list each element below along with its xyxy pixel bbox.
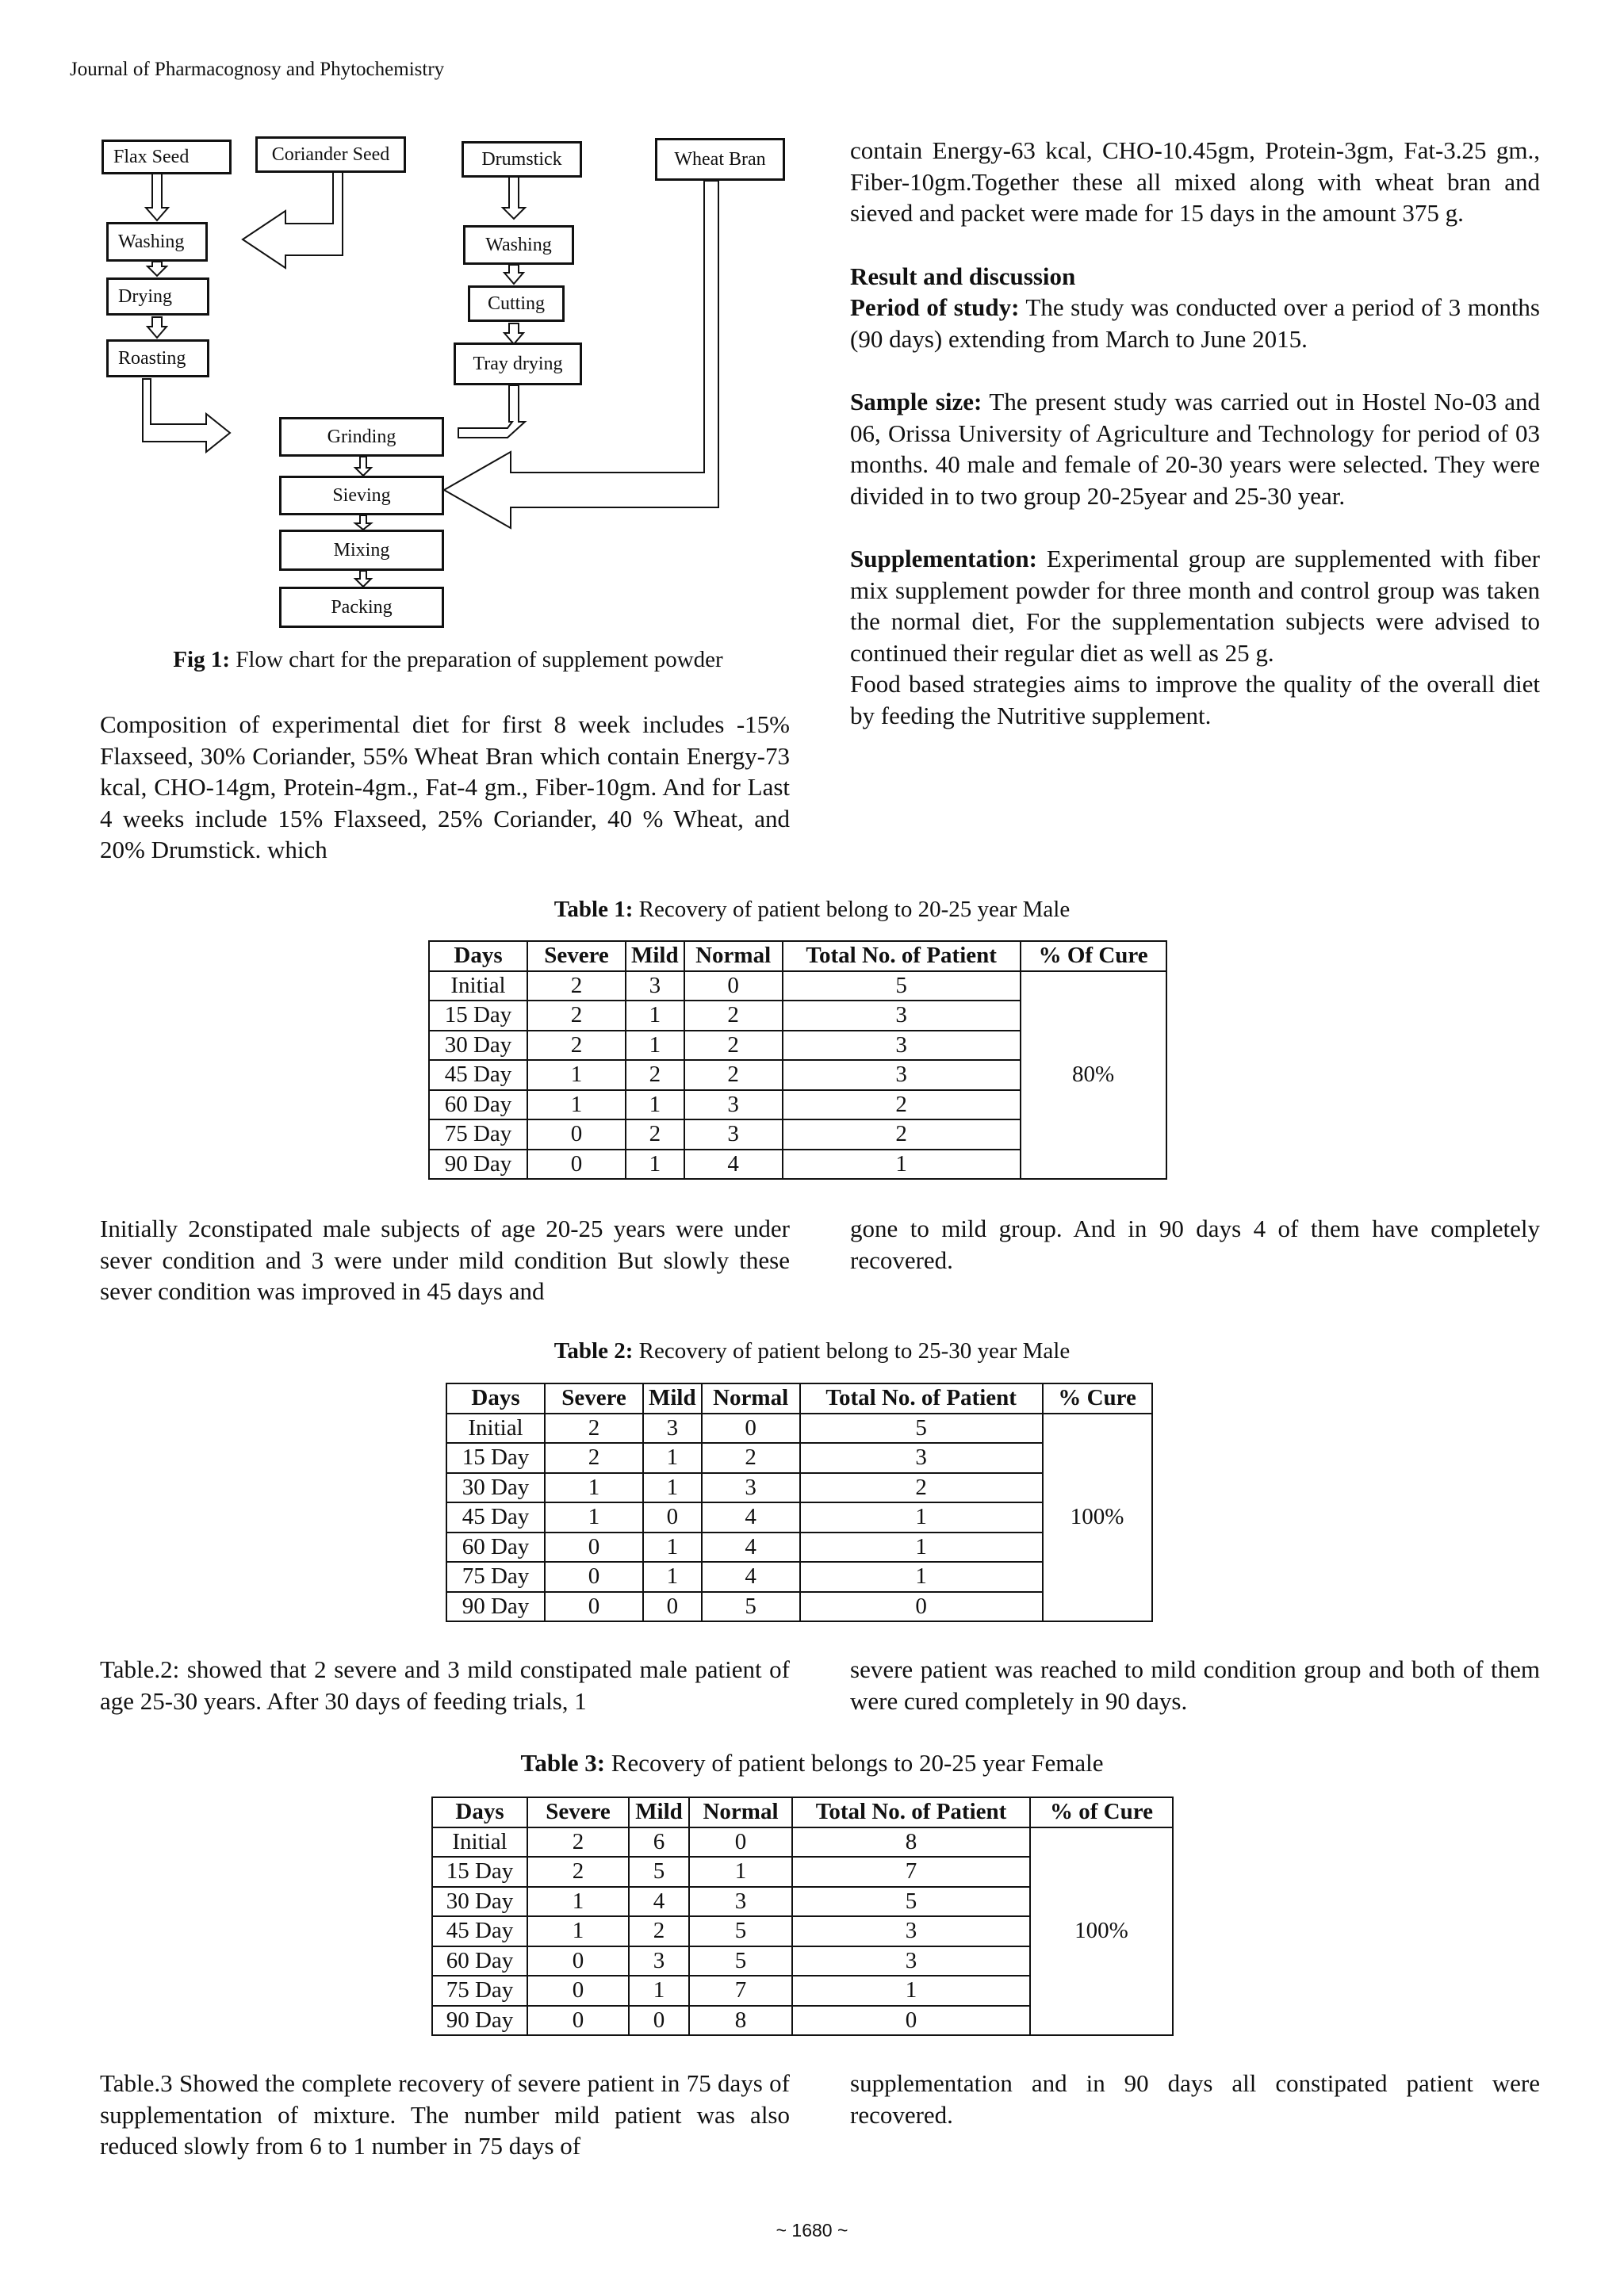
table1-caption-text: Recovery of patient belong to 20-25 year Male (633, 897, 1071, 922)
table3 (431, 1797, 1174, 2036)
table-cell: 2 (545, 1443, 643, 1473)
table-cell: 2 (527, 971, 626, 1001)
table1-caption (0, 897, 1624, 923)
table2-caption (0, 1338, 1624, 1364)
table3-caption (0, 1749, 1624, 1777)
table-cell: 3 (629, 1946, 689, 1976)
table-cell: 2 (684, 1031, 783, 1061)
table-cell: 90 Day (446, 1592, 545, 1622)
table-cell: 4 (702, 1562, 800, 1592)
table-cell: 30 Day (429, 1031, 527, 1061)
flowbox-grinding: Grinding (279, 417, 444, 457)
period-of-study (850, 292, 1540, 354)
para1-right (850, 1213, 1540, 1276)
cure-percentage: 100% (1030, 1827, 1173, 2036)
table-cell: 0 (527, 1119, 626, 1150)
column-header: Days (432, 1797, 527, 1827)
column-header: % of Cure (1030, 1797, 1173, 1827)
table-cell: 45 Day (446, 1502, 545, 1533)
column-header: Normal (702, 1383, 800, 1414)
flowbox-washing-2: Washing (463, 225, 574, 265)
table-cell: 0 (792, 2006, 1030, 2036)
table-cell: 2 (545, 1414, 643, 1444)
table-cell: 3 (792, 1916, 1030, 1946)
para3-left (100, 2068, 790, 2162)
column-header: Total No. of Patient (792, 1797, 1030, 1827)
table-cell: 7 (792, 1857, 1030, 1887)
table-cell: 3 (684, 1119, 783, 1150)
table-cell: Initial (429, 971, 527, 1001)
flowbox-drumstick: Drumstick (462, 141, 582, 178)
table-cell: 0 (527, 2006, 629, 2036)
flowbox-cutting: Cutting (468, 285, 565, 322)
para1-left (100, 1213, 790, 1307)
para3-right-text: supplementation and in 90 days all constipated patient were recovered. (850, 2069, 1540, 2129)
table-row (429, 971, 1166, 1001)
cure-percentage: 100% (1043, 1414, 1152, 1622)
table-header-row (429, 941, 1166, 971)
flowbox-sieving: Sieving (279, 476, 444, 515)
para2-left-text: Table.2: showed that 2 severe and 3 mild constipated male patient of age 25-30 years. After 30 days of feeding trials, 1 (100, 1655, 790, 1715)
sample-label: Sample size: (850, 388, 982, 415)
table-cell: 5 (783, 971, 1021, 1001)
table-cell: 75 Day (429, 1119, 527, 1150)
table2 (446, 1383, 1153, 1622)
table-cell: 2 (527, 1001, 626, 1031)
table1-caption-label: Table 1: (553, 897, 634, 922)
table-cell: 2 (626, 1119, 684, 1150)
para2-right-text: severe patient was reached to mild condition group and both of them were cured completely in 90 days. (850, 1655, 1540, 1715)
column-header: Severe (545, 1383, 643, 1414)
table-cell: 1 (800, 1502, 1043, 1533)
table-cell: 2 (702, 1443, 800, 1473)
table-cell: 45 Day (429, 1060, 527, 1090)
table-cell: 8 (792, 1827, 1030, 1858)
flowbox-tray-drying: Tray drying (454, 342, 582, 385)
table-cell: 5 (689, 1946, 792, 1976)
table-cell: 90 Day (432, 2006, 527, 2036)
right-column (850, 135, 1540, 731)
column-header: Severe (527, 1797, 629, 1827)
table-cell: 3 (643, 1414, 702, 1444)
table-cell: 30 Day (432, 1887, 527, 1917)
arrow-cutting-to-tray (504, 323, 523, 344)
table-cell: 8 (689, 2006, 792, 2036)
table-cell: 1 (629, 1976, 689, 2006)
flowbox-flax-seed: Flax Seed (102, 140, 232, 174)
table-cell: 1 (783, 1150, 1021, 1180)
supp-label: Supplementation: (850, 545, 1037, 572)
composition-continuation: contain Energy-63 kcal, CHO-10.45gm, Protein-3gm, Fat-3.25 gm., Fiber-10gm.Together these all mixed along with wheat bran and sieved and packet were made for 15 days in the amount 375 g. (850, 136, 1540, 227)
table-cell: 3 (626, 971, 684, 1001)
table-cell: 1 (643, 1473, 702, 1503)
table-cell: 2 (800, 1473, 1043, 1503)
table-cell: 2 (783, 1090, 1021, 1120)
column-header: Total No. of Patient (783, 941, 1021, 971)
table-cell: 5 (800, 1414, 1043, 1444)
table2-caption-label: Table 2: (553, 1338, 634, 1364)
table-cell: 30 Day (446, 1473, 545, 1503)
table-cell: 1 (545, 1502, 643, 1533)
column-header: Severe (527, 941, 626, 971)
column-header: % Cure (1043, 1383, 1152, 1414)
table-cell: 15 Day (446, 1443, 545, 1473)
period-text: The study was conducted over a period of 3 months (90 days) extending from March to June 2015. (850, 293, 1540, 353)
table-cell: 2 (684, 1060, 783, 1090)
table-cell: 15 Day (432, 1857, 527, 1887)
table-cell: 1 (643, 1443, 702, 1473)
column-header: Mild (626, 941, 684, 971)
flowbox-drying: Drying (106, 277, 209, 316)
table-cell: 0 (527, 1946, 629, 1976)
figure-caption-text: Flow chart for the preparation of supplement powder (229, 647, 723, 672)
table-cell: 1 (800, 1562, 1043, 1592)
table-cell: 45 Day (432, 1916, 527, 1946)
table-header-row (432, 1797, 1173, 1827)
table1 (428, 940, 1167, 1180)
table3-caption-label: Table 3: (520, 1749, 606, 1777)
column-header: Mild (629, 1797, 689, 1827)
table-cell: 60 Day (446, 1533, 545, 1563)
table-cell: 4 (629, 1887, 689, 1917)
flowbox-mixing: Mixing (279, 530, 444, 571)
table-cell: 75 Day (446, 1562, 545, 1592)
table-cell: 1 (545, 1473, 643, 1503)
table-cell: 0 (545, 1533, 643, 1563)
flowbox-washing-1: Washing (106, 222, 208, 262)
table-cell: 1 (626, 1031, 684, 1061)
table-cell: 0 (702, 1414, 800, 1444)
column-header: Normal (689, 1797, 792, 1827)
table-cell: 4 (702, 1533, 800, 1563)
table-cell: 3 (783, 1001, 1021, 1031)
section-heading-results: Result and discussion (850, 262, 1076, 290)
table-cell: 0 (684, 971, 783, 1001)
arrow-grinding-to-sieving (355, 457, 371, 476)
para2-left (100, 1654, 790, 1716)
table-cell: 15 Day (429, 1001, 527, 1031)
table-cell: 0 (800, 1592, 1043, 1622)
table-cell: 90 Day (429, 1150, 527, 1180)
table-cell: 0 (545, 1592, 643, 1622)
table-row (446, 1414, 1152, 1444)
table-cell: 1 (626, 1001, 684, 1031)
table3-caption-text: Recovery of patient belongs to 20-25 year Female (605, 1749, 1104, 1777)
arrow-washing-to-drying (147, 262, 167, 276)
table-cell: 60 Day (429, 1090, 527, 1120)
table-cell: 2 (527, 1857, 629, 1887)
table-cell: 5 (629, 1857, 689, 1887)
table-cell: 1 (527, 1060, 626, 1090)
figure-caption-label: Fig 1: (173, 647, 230, 672)
table-cell: 1 (626, 1090, 684, 1120)
table-cell: 3 (702, 1473, 800, 1503)
para3-right (850, 2068, 1540, 2130)
figure-caption (103, 647, 793, 673)
food-strategies: Food based strategies aims to improve the quality of the overall diet by feeding the Nutritive supplement. (850, 670, 1540, 729)
table-cell: 0 (629, 2006, 689, 2036)
table-cell: 2 (527, 1031, 626, 1061)
period-label: Period of study: (850, 293, 1020, 321)
table-cell: 3 (783, 1031, 1021, 1061)
table-cell: 2 (527, 1827, 629, 1858)
arrow-drumstick-to-washing (503, 176, 525, 219)
table-cell: 0 (545, 1562, 643, 1592)
flowbox-wheat-bran: Wheat Bran (655, 138, 785, 181)
flowbox-packing: Packing (279, 587, 444, 628)
table-cell: 0 (527, 1150, 626, 1180)
table-cell: 0 (643, 1592, 702, 1622)
cure-percentage: 80% (1021, 971, 1166, 1180)
supp-text: Experimental group are supplemented with fiber mix supplement powder for three month and control group was taken the normal diet, For the supplementation subjects were advised to continued their regular diet as well as 25 g. (850, 545, 1540, 667)
table-cell: 2 (684, 1001, 783, 1031)
para1-left-text: Initially 2constipated male subjects of age 20-25 years were under sever condition and 3 were under mild condition But slowly these sever condition was improved in 45 days and (100, 1215, 790, 1305)
page-number: ~ 1680 ~ (776, 2220, 848, 2241)
table-cell: 5 (689, 1916, 792, 1946)
table-cell: 3 (684, 1090, 783, 1120)
table-row (432, 1827, 1173, 1858)
sample-text: The present study was carried out in Hostel No-03 and 06, Orissa University of Agriculture and Technology for period of 03 months. 40 male and female of 20-30 years were selected. They were divided in to two group 20-25year and 25-30 year. (850, 388, 1540, 510)
flowbox-roasting: Roasting (106, 339, 209, 377)
para1-right-text: gone to mild group. And in 90 days 4 of them have completely recovered. (850, 1215, 1540, 1274)
table-cell: 1 (689, 1857, 792, 1887)
table-cell: 2 (783, 1119, 1021, 1150)
table-cell: 0 (643, 1502, 702, 1533)
column-header: Days (429, 941, 527, 971)
table-cell: 75 Day (432, 1976, 527, 2006)
table-cell: 5 (702, 1592, 800, 1622)
column-header: Normal (684, 941, 783, 971)
table-cell: 1 (643, 1533, 702, 1563)
arrow-roasting-to-grinding (143, 379, 230, 452)
table-cell: 2 (626, 1060, 684, 1090)
table-cell: 3 (689, 1887, 792, 1917)
supplementation (850, 543, 1540, 668)
table-cell: 4 (684, 1150, 783, 1180)
left-column-composition (100, 709, 790, 866)
column-header: Days (446, 1383, 545, 1414)
table-cell: 1 (800, 1533, 1043, 1563)
column-header: % Of Cure (1021, 941, 1166, 971)
table-cell: 60 Day (432, 1946, 527, 1976)
table-cell: Initial (432, 1827, 527, 1858)
table-cell: 3 (783, 1060, 1021, 1090)
table2-caption-text: Recovery of patient belong to 25-30 year Male (633, 1338, 1071, 1364)
column-header: Mild (643, 1383, 702, 1414)
arrow-tray-to-grinding (458, 385, 525, 438)
table-cell: 5 (792, 1887, 1030, 1917)
para2-right (850, 1654, 1540, 1716)
composition-paragraph: Composition of experimental diet for first 8 week includes -15% Flaxseed, 30% Coriander, 55% Wheat Bran which contain Energy-73 kcal, CHO-14gm, Protein-4gm., Fat-4 gm., Fiber-10gm. And for Last 4 weeks include 15% Flaxseed, 25% Coriander, 40 % Wheat, and 20% Drumstick. which (100, 710, 790, 863)
table-cell: 1 (643, 1562, 702, 1592)
arrow-sieving-to-mixing (355, 515, 371, 530)
sample-size (850, 386, 1540, 511)
table-cell: 1 (527, 1887, 629, 1917)
column-header: Total No. of Patient (800, 1383, 1043, 1414)
journal-header: Journal of Pharmacognosy and Phytochemistry (70, 59, 445, 80)
arrow-coriander-to-washing (243, 171, 343, 268)
table-cell: 0 (689, 1827, 792, 1858)
table-cell: 3 (800, 1443, 1043, 1473)
table-cell: 3 (792, 1946, 1030, 1976)
table-cell: 6 (629, 1827, 689, 1858)
arrow-washing-to-cutting (504, 265, 523, 284)
table-header-row (446, 1383, 1152, 1414)
table-cell: 1 (626, 1150, 684, 1180)
table-cell: 1 (792, 1976, 1030, 2006)
table-cell: 2 (629, 1916, 689, 1946)
flowbox-coriander-seed: Coriander Seed (255, 136, 406, 173)
arrow-mixing-to-packing (355, 571, 371, 587)
table-cell: 0 (527, 1976, 629, 2006)
table-cell: 4 (702, 1502, 800, 1533)
table-cell: 7 (689, 1976, 792, 2006)
arrow-drying-to-roasting (147, 317, 167, 338)
table-cell: Initial (446, 1414, 545, 1444)
para3-left-text: Table.3 Showed the complete recovery of severe patient in 75 days of supplementation of mixture. The number mild patient was also reduced slowly from 6 to 1 number in 75 days of (100, 2069, 790, 2160)
arrow-flax-to-washing (146, 173, 168, 220)
table-cell: 1 (527, 1916, 629, 1946)
table-cell: 1 (527, 1090, 626, 1120)
